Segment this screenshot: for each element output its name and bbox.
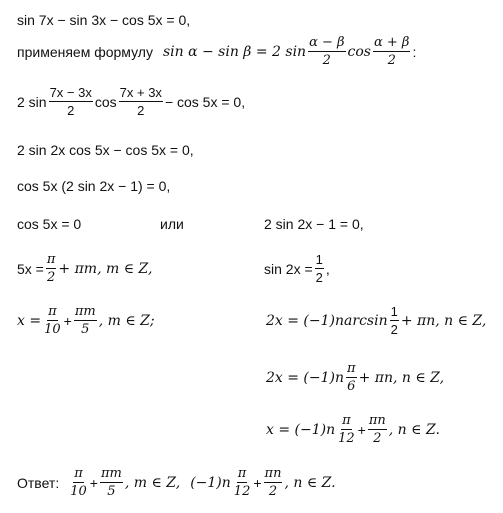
formula-intro-text: применяем формулу	[17, 43, 153, 60]
fraction-denominator: 2	[137, 103, 145, 118]
cos-text: cos	[94, 93, 117, 110]
fraction	[69, 467, 88, 498]
equation-text: 2 sin	[17, 93, 47, 110]
fraction-numerator: π	[342, 413, 351, 428]
equation-text: x =	[17, 312, 42, 329]
fraction-denominator: 2	[315, 270, 323, 285]
fraction	[346, 362, 357, 393]
equation-text: 2x = (−1)	[266, 312, 335, 329]
fraction	[315, 253, 324, 284]
equation-text: sin 7x − sin 3x − cos 5x = 0,	[17, 12, 191, 28]
or-word	[160, 216, 184, 232]
fraction-numerator: πm	[100, 466, 122, 481]
fraction-numerator: 1	[315, 252, 323, 267]
fraction-denominator: 10	[44, 322, 61, 337]
equation-text: 2 sin 2x − 1 = 0,	[264, 216, 364, 232]
equation-line-3	[17, 86, 245, 117]
fraction	[373, 36, 410, 67]
plus-sign: +	[89, 474, 98, 491]
equation-line-10: x = (−1) n $\frac{\pi}{12}$ + $\frac{\pi n}{2}$ , n ∈ Z.	[266, 413, 440, 446]
arcsin-text: arcsin	[344, 312, 388, 329]
equation-text: + πn, n ∈ Z,	[400, 312, 487, 329]
fraction	[43, 305, 62, 336]
fraction-denominator: 10	[70, 484, 87, 499]
fraction-denominator: 2	[387, 53, 396, 68]
fraction-numerator: πn	[368, 413, 386, 428]
fraction-numerator: π	[237, 466, 247, 481]
equation-line-4	[17, 142, 194, 158]
equation-line-5	[17, 178, 170, 194]
fraction-numerator: πm	[74, 304, 96, 319]
equation-line-1	[17, 12, 190, 28]
fraction-numerator: π	[347, 361, 356, 376]
fraction	[119, 86, 163, 117]
fraction-numerator: π	[48, 304, 57, 319]
fraction-denominator: 2	[67, 103, 75, 118]
fraction	[337, 414, 356, 445]
fraction-numerator: 7x − 3x	[49, 85, 92, 100]
equation-text: 2 sin 2x cos 5x − cos 5x = 0,	[17, 142, 194, 158]
fraction	[100, 467, 123, 498]
formula-left: sin α − sin β = 2 sin	[162, 43, 307, 60]
equation-line-8-left	[17, 305, 155, 336]
fraction	[46, 253, 57, 284]
fraction-numerator: α − β	[309, 35, 345, 50]
equation-text: 2x = (−1)	[266, 369, 335, 386]
fraction-numerator: π	[46, 252, 56, 267]
fraction-denominator: 2	[373, 431, 382, 446]
fraction	[368, 414, 387, 445]
fraction-numerator: α + β	[373, 35, 410, 50]
equation-text: cos 5x (2 sin 2x − 1) = 0,	[17, 178, 171, 194]
fraction-numerator: 7x + 3x	[119, 85, 162, 100]
or-text: или	[160, 216, 184, 232]
fraction	[390, 305, 399, 336]
equation-line-7-right	[264, 253, 330, 284]
equation-text: 5x =	[17, 260, 44, 277]
equation-line-7-left	[17, 253, 152, 284]
equation-text: + πn, n ∈ Z,	[358, 369, 445, 386]
answer-label: Ответ:	[17, 474, 60, 491]
fraction	[308, 36, 345, 67]
fraction	[74, 305, 97, 336]
fraction-denominator: 12	[233, 484, 251, 499]
fraction-denominator: 12	[338, 431, 355, 446]
fraction-denominator: 5	[81, 322, 90, 337]
equation-text: , n ∈ Z.	[388, 421, 440, 438]
fraction	[233, 467, 252, 498]
plus-sign: +	[253, 474, 262, 491]
equation-text: x = (−1)	[266, 421, 327, 438]
equation-text: ,	[325, 260, 330, 277]
fraction	[49, 86, 93, 117]
fraction-denominator: 2	[390, 322, 398, 337]
plus-sign: +	[357, 421, 366, 438]
fraction-denominator: 6	[347, 379, 356, 394]
equation-text: − cos 5x = 0,	[164, 93, 246, 110]
equation-text: , n ∈ Z.	[284, 474, 336, 491]
equation-text: + πm, m ∈ Z,	[58, 260, 153, 277]
equation-line-8-right: 2x = (−1) n arcsin $\frac{1}{2}$ + πn, n ∈ Z,	[266, 304, 487, 337]
equation-line-6-right	[264, 216, 364, 232]
answer-line: Ответ: $\frac{\pi}{10}$ + $\frac{\pi m}{5}$ , m ∈ Z, (−1) n $\frac{\pi}{12}$ + $\frac{\pi n}{2}$ , n ∈ Z.	[17, 466, 336, 499]
fraction-numerator: 1	[390, 304, 398, 319]
fraction-denominator: 2	[268, 484, 278, 499]
equation-line-9: 2x = (−1) n $\frac{\pi}{6}$ + πn, n ∈ Z,	[266, 361, 445, 394]
equation-text: (−1)	[190, 474, 222, 491]
cos-text: cos	[347, 43, 371, 60]
fraction-denominator: 5	[107, 484, 116, 499]
plus-sign: +	[63, 312, 72, 329]
fraction-denominator: 2	[46, 270, 56, 285]
formula-line	[17, 36, 416, 67]
equation-text: sin 2x =	[264, 260, 313, 277]
fraction-numerator: πn	[264, 466, 282, 481]
equation-line-6-left	[17, 216, 81, 232]
fraction	[264, 467, 283, 498]
equation-text: cos 5x = 0	[17, 216, 82, 232]
fraction-numerator: π	[74, 466, 83, 481]
formula-end: :	[412, 43, 417, 60]
equation-text: , m ∈ Z,	[124, 474, 181, 491]
fraction-denominator: 2	[322, 53, 331, 68]
equation-text: , m ∈ Z;	[98, 312, 155, 329]
